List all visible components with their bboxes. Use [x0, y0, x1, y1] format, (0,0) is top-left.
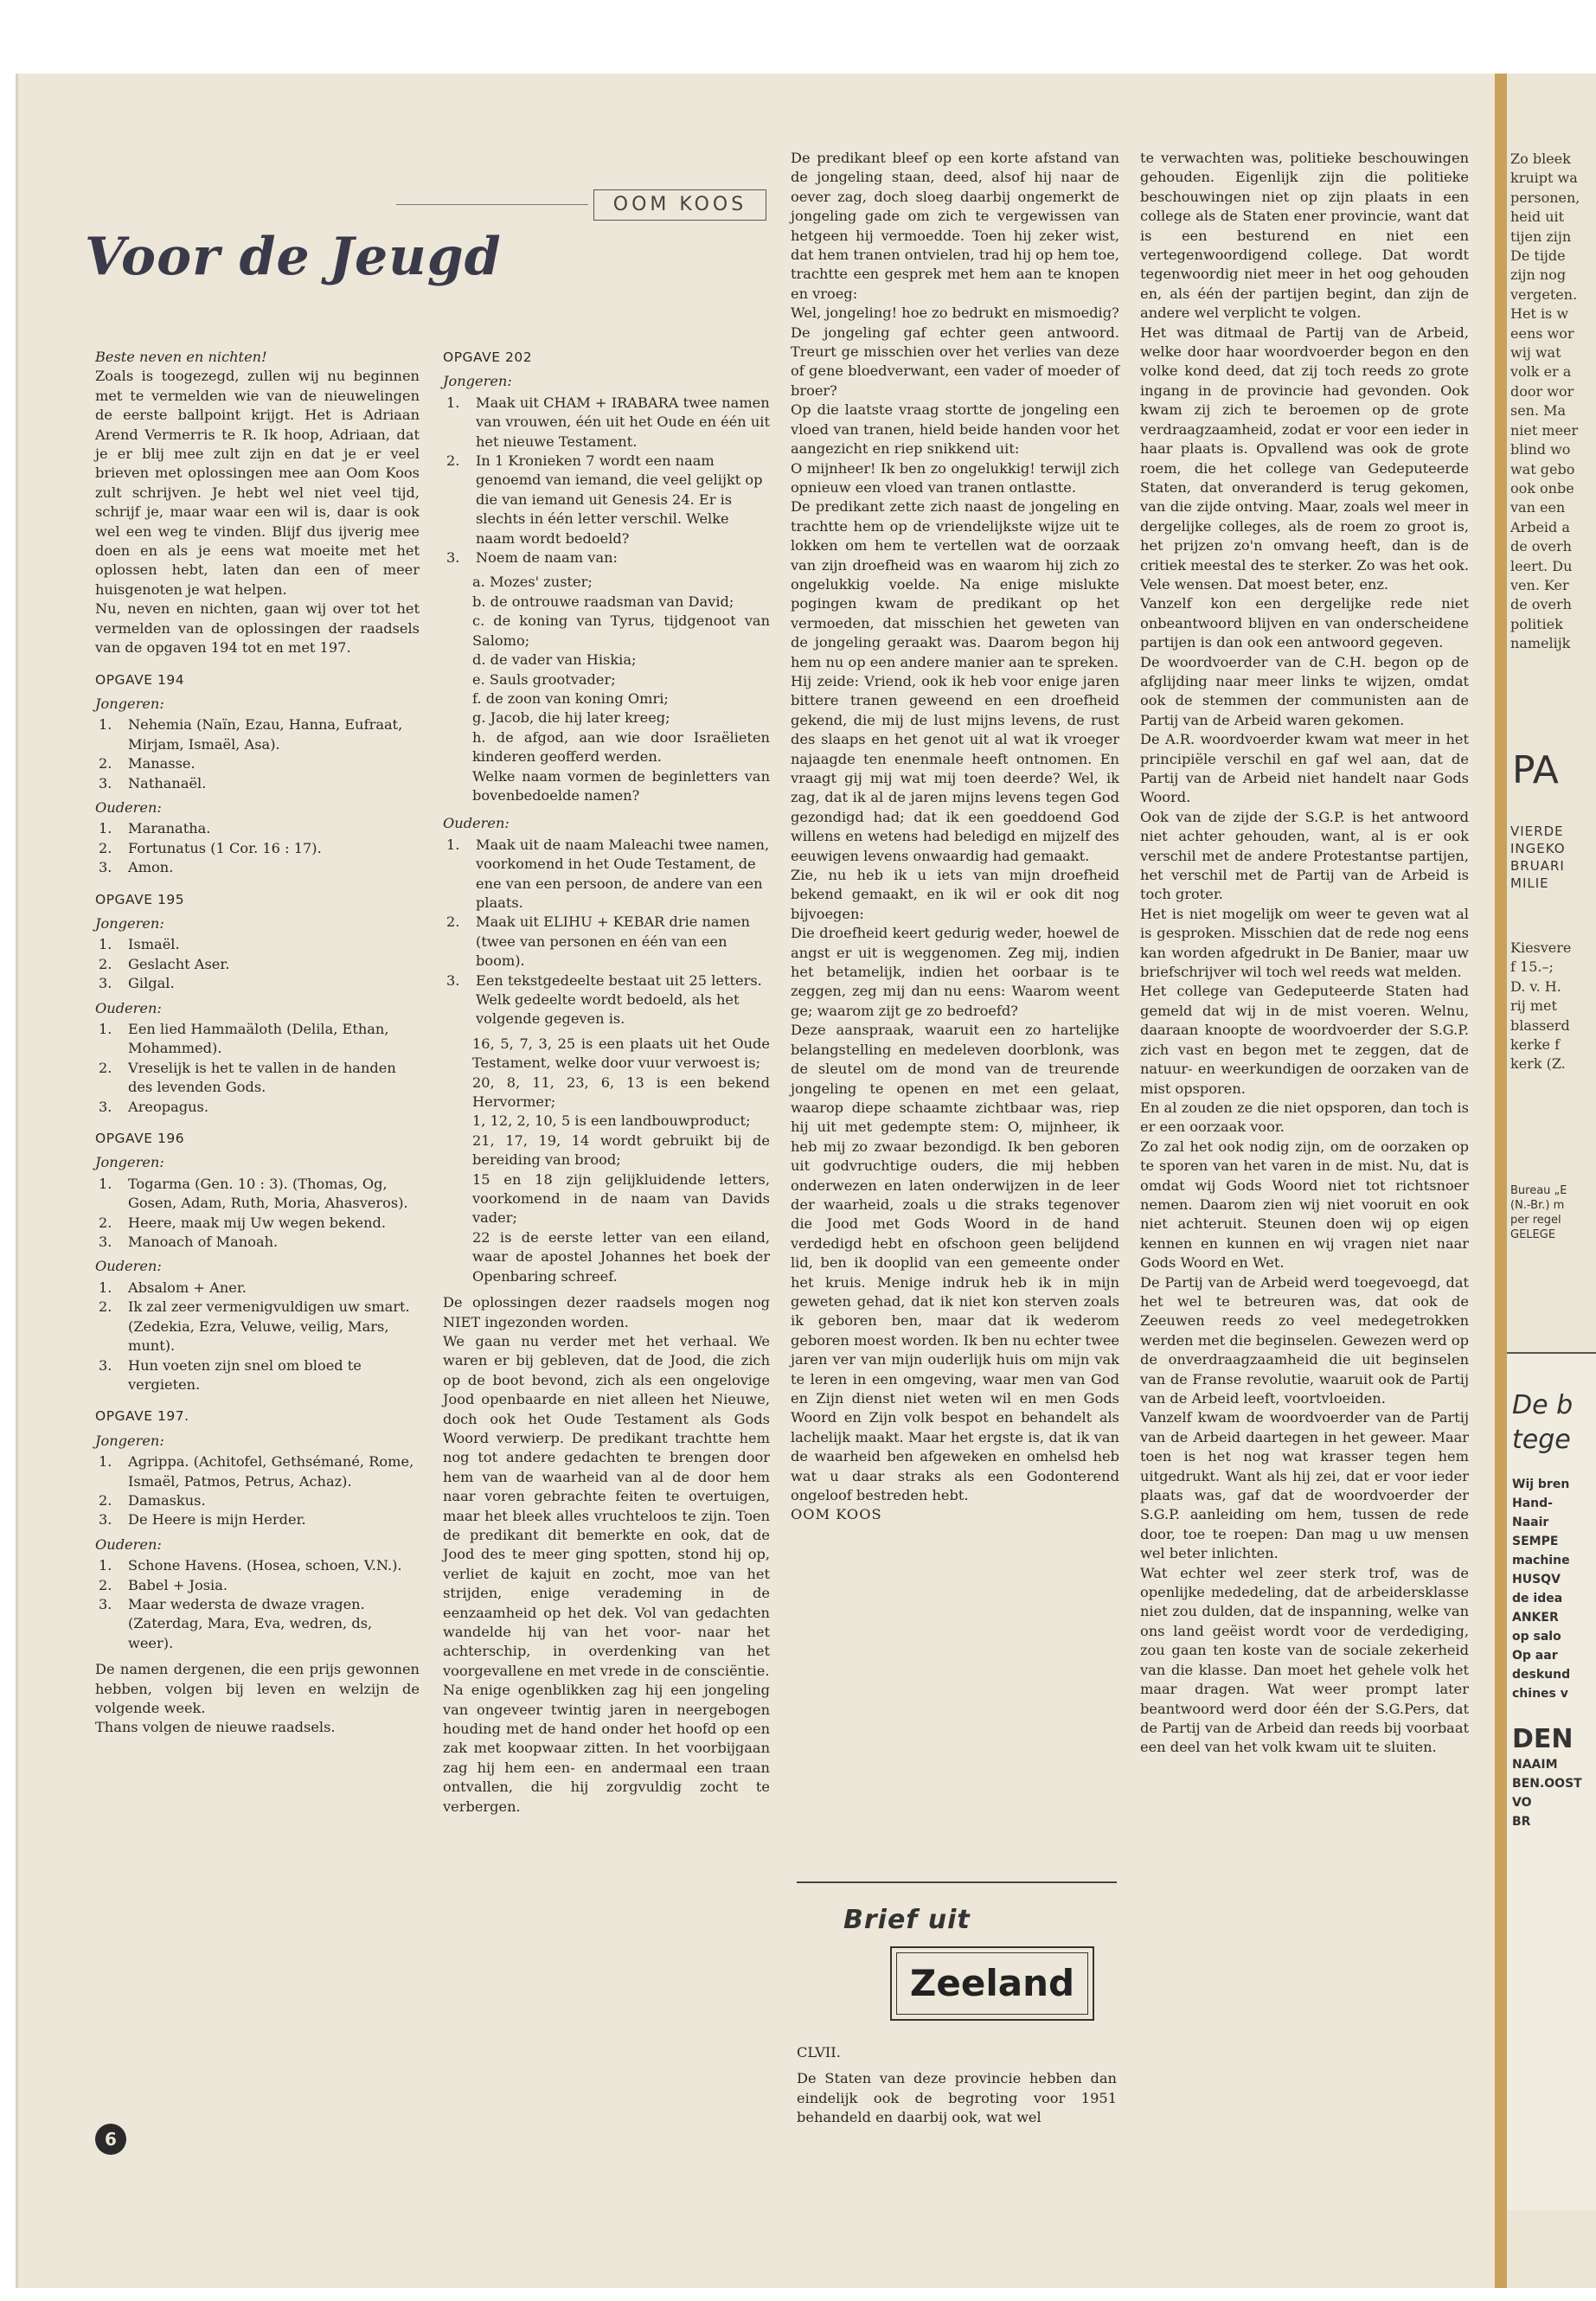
- adjacent-page-headline: PA: [1512, 748, 1559, 792]
- signature: OOM KOOS: [791, 1506, 882, 1523]
- letter-paragraph: De woordvoerder van de C.H. begon op de afglijding naar meer links te wijzen, omdat ook de stemmen der communisten aan de Partij van de Arbeid waren gekomen.: [1140, 653, 1469, 728]
- brief-uit-heading: Brief uit: [843, 1905, 971, 1935]
- item-number: 2.: [99, 955, 112, 972]
- bureau-line: GELEGE: [1510, 1228, 1556, 1241]
- intro-paragraph: Zoals is toogezegd, zullen wij nu beginnen met te vermelden wie van de nieuwelingen de eerste ballpoint krijgt. Het is Adriaan Arend Vermerris te R. Ik hoop, Adriaan, dat je er blij mee zult zijn en dat je er veel brieven met oplossingen mee aan Oom Koos zult schrijven. Je hebt wel niet veel tijd, schrijf je, maar waar een wil is, daar is ook wel een weg te vinden. Blijf dus ijverig mee doen en als je eens wat moeite met het oplossen hebt, laten dan een of meer huisgenoten je wat helpen.: [95, 368, 420, 598]
- solution-list: [95, 935, 420, 993]
- adjacent-page-list: [1510, 939, 1571, 1074]
- adjacent-page-notice: [1510, 823, 1566, 892]
- column-3-bottom: [797, 2043, 1117, 2128]
- zeeland-heading: Zeeland: [896, 1952, 1088, 2015]
- list-line: kerke f: [1510, 1036, 1560, 1054]
- closing-paragraph: De namen dergenen, die een prijs gewonnen hebben, volgen bij leven en welzijn de volgende week.: [95, 1661, 420, 1716]
- fragment-line: leert. Du: [1510, 557, 1573, 574]
- item-text: Manoach of Manoah.: [128, 1234, 279, 1251]
- solution-item: [95, 1175, 420, 1214]
- solution-item: [95, 1556, 420, 1575]
- letter-paragraph: Zo zal het ook nodig zijn, om de oorzaken op te sporen van het varen in de mist. Nu, dat is omdat wij Gods Woord niet tot richtsnoer nemen. Daarom zien wij niet vooruit en ook niet achteruit. Steunen doen wij op eigen kennen en kunnen en wij vragen niet naar Gods Woord en Wet.: [1140, 1138, 1469, 1272]
- fragment-line: wat gebo: [1510, 460, 1575, 478]
- column-1: [95, 348, 420, 1738]
- item-text: Maak uit de naam Maleachi twee namen, voorkomend in het Oude Testament, de ene van een persoon, de andere van een plaats.: [476, 836, 770, 911]
- story-continuation: [791, 149, 1119, 1505]
- fragment-line: sen. Ma: [1510, 402, 1567, 420]
- fragment-line: kruipt wa: [1510, 170, 1578, 187]
- section-divider: [797, 1881, 1117, 1883]
- puzzle-clue: 22 is de eerste letter van een eiland, waar de apostel Johannes het boek der Openbaring schreef.: [472, 1228, 770, 1285]
- story-paragraph: De predikant bleef op een korte afstand van de jongeling staan, deed, alsof hij naar de oever zag, doch sloeg daarbij ongemerkt de jongeling gade om zich te vergewissen van hetgeen hij vermoedde. Toen hij zeker wist, dat hem tranen ontvielen, trad hij op hem toe, trachtte een gesprek met hem aan te knopen en vroeg:: [791, 150, 1119, 302]
- adjacent-page-bureau: [1510, 1183, 1567, 1242]
- name-clue: d. de vader van Hiskia;: [472, 651, 637, 669]
- fragment-line: politiek: [1510, 615, 1563, 632]
- item-number: 1.: [99, 936, 112, 953]
- letter-opening: De Staten van deze provincie hebben dan eindelijk ook de begroting voor 1951 behandeld en daarbij ook, wat wel: [797, 2070, 1117, 2126]
- fragment-line: blind wo: [1510, 441, 1571, 458]
- solution-item: [95, 1595, 420, 1653]
- item-number: 3.: [446, 971, 460, 989]
- item-text: Maak uit CHAM + IRABARA twee namen van vrouwen, één uit het Oude en één uit het nieuwe Testament.: [476, 394, 770, 450]
- letter-paragraph: Het is niet mogelijk om weer te geven wat al is gesproken. Misschien dat de rede nog eens kan worden afgedrukt in De Banier, maar uw briefschrijver wil toch wel reeds wat melden.: [1140, 905, 1469, 981]
- item-number: 1.: [446, 394, 460, 411]
- ad-line: BEN.OOST: [1512, 1777, 1582, 1791]
- item-number: 1.: [99, 1175, 112, 1192]
- intro-paragraph-2: Nu, neven en nichten, gaan wij over tot het vermelden van de oplossingen der raadsels van de opgaven 194 tot en met 197.: [95, 600, 420, 657]
- name-clue: e. Sauls grootvader;: [472, 670, 616, 688]
- solution-list: [95, 1452, 420, 1530]
- letter-paragraph: te verwachten was, politieke beschouwingen gehouden. Eigenlijk zijn die politieke beschouwingen niet op zijn plaats in een college als de Staten ener provincie, want dat is een besturend en niet een vertegenwoordigend college. Dat wordt tegenwoordig niet meer in het oog gehouden en, als één der partijen begint, dan zijn de andere wel verplicht te volgen.: [1140, 150, 1469, 322]
- story-paragraph: De predikant zette zich naast de jongeling en trachtte hem op de vriendelijkste wijze uit te lokken om hem te vertellen wat de oorzaak van zijn droefheid was en waarom hij zich zo ongelukkig voelde. Na enige mislukte pogingen kwam de predikant op het vermoeden, dat misschien het geweten van de jongeling geraakt was. Daarom begon hij hem nu op een andere manier aan te spreken.: [791, 498, 1119, 670]
- item-number: 3.: [99, 859, 112, 876]
- fragment-line: de overh: [1510, 538, 1572, 555]
- solution-item: [95, 754, 420, 773]
- group-label: Ouderen:: [95, 1258, 162, 1275]
- fragment-line: niet meer: [1510, 421, 1579, 439]
- item-number: 3.: [99, 1098, 112, 1115]
- fragment-line: zijn nog: [1510, 266, 1567, 284]
- adjacent-page-edge: [1495, 74, 1596, 2288]
- fragment-line: personen,: [1510, 189, 1580, 206]
- item-number: 2.: [99, 1059, 112, 1076]
- item-text: Schone Havens. (Hosea, schoen, V.N.).: [128, 1557, 402, 1574]
- solution-list: [95, 715, 420, 793]
- name-clue: h. de afgod, aan wie door Israëlieten kinderen geofferd werden.: [472, 728, 770, 766]
- fragment-line: van een: [1510, 499, 1566, 516]
- opgave-202-heading: OPGAVE 202: [443, 349, 533, 365]
- item-number: 1.: [99, 1557, 112, 1574]
- salutation: Beste neven en nichten!: [95, 349, 267, 365]
- solution-item: [95, 1098, 420, 1117]
- list-line: blasserd: [1510, 1016, 1570, 1034]
- item-text: Gilgal.: [128, 975, 175, 992]
- item-text: Vreselijk is het te vallen in de handen des levenden Gods.: [128, 1059, 396, 1096]
- group-label: Jongeren:: [95, 1154, 164, 1171]
- zeeland-heading-box: [890, 1946, 1094, 2021]
- solution-item: [95, 1020, 420, 1059]
- sewing-machine-ad: [1507, 1352, 1596, 2210]
- solution-item: [95, 1452, 420, 1491]
- fragment-line: volk er a: [1510, 363, 1572, 381]
- item-number: 3.: [99, 975, 112, 992]
- name-clues: [443, 573, 770, 805]
- fragment-line: heid uit: [1510, 208, 1565, 226]
- solution-item: [95, 1233, 420, 1252]
- fragment-line: ven. Ker: [1510, 576, 1569, 593]
- ad-line: Op aar: [1512, 1649, 1558, 1663]
- item-text: Damaskus.: [128, 1491, 206, 1509]
- name-clue: b. de ontrouwe raadsman van David;: [472, 593, 734, 610]
- solution-list: [95, 1175, 420, 1253]
- story-paragraph: Hij zeide: Vriend, ook ik heb voor enige jaren bittere tranen geweend en een droefheid gekend, die mij de lust mijns levens, de rust des slaaps en het genot uit al wat ik vroeger najaagde ten enenmale heeft ontnomen. En vraagt gij mij wat mij toen deerde? Wel, ik zag, dat ik al de jaren mijns levens tegen God gezondigd had; dat ik een goeddoend God willens en wetens had beledigd en mijzelf des eeuwigen levens onwaardig had gemaakt.: [791, 672, 1119, 864]
- closing-paragraph-2: Thans volgen de nieuwe raadsels.: [95, 1719, 336, 1736]
- item-number: 2.: [446, 913, 460, 931]
- solution-item: [95, 839, 420, 858]
- fragment-line: vergeten.: [1510, 285, 1578, 303]
- solution-item: [95, 858, 420, 877]
- ad-line: Wij bren: [1512, 1477, 1570, 1491]
- opgave-heading: OPGAVE 196: [95, 1131, 185, 1147]
- ad-line: VO: [1512, 1796, 1532, 1810]
- item-number: 2.: [446, 452, 460, 470]
- notice-line: INGEKO: [1510, 841, 1566, 856]
- solution-item: [95, 1356, 420, 1395]
- item-number: 2.: [99, 1298, 112, 1316]
- solution-list: [95, 1279, 420, 1394]
- letter-paragraph: Het was ditmaal de Partij van de Arbeid, welke door haar woordvoerder begon en den volke kond deed, dat zij toch reeds zo grote ingang in de provincie had gevonden. Ook kwam zij zich te beroemen op de grote verdraagzaamheid, zodat er voor een ieder in haar plaats is. Opvallend was ook de grote roem, die het college van Gedeputeerde Staten, dat onveranderd is terug gekomen, van die zijde ontving. Maar, zoals wel meer in dergelijke colleges, als de roem zo groot is, het prijzen zo'n omvang heeft, dan is de critiek meestal des te sterker. Zo was het ook. Vele wensen. Dat moest beter, enz.: [1140, 324, 1469, 593]
- item-number: 3.: [99, 774, 112, 792]
- letter-paragraph: Vanzelf kwam de woordvoerder van de Partij van de Arbeid daartegen in het geweer. Maar toen is het nog wat krasser tegen hem uitgedrukt. Want als hij zei, dat er voor ieder plaats was, gaf dat de woordvoerder der S.G.P. aanleiding om hem, tussen de rede door, toe te roepen: Dan mag u uw mensen wel beter inlichten.: [1140, 1409, 1469, 1562]
- item-text: Amon.: [128, 859, 174, 876]
- notice-line: BRUARI: [1510, 858, 1565, 874]
- fragment-line: tijen zijn: [1510, 228, 1572, 245]
- item-number: 1.: [99, 820, 112, 837]
- ad-line: De b: [1512, 1390, 1574, 1420]
- opgave-heading: OPGAVE 194: [95, 671, 185, 688]
- item-text: Ik zal zeer vermenigvuldigen uw smart. (Zedekia, Ezra, Veluwe, veilig, Mars, munt).: [128, 1298, 410, 1355]
- fragment-line: namelijk: [1510, 635, 1571, 652]
- story-paragraph: O mijnheer! Ik ben zo ongelukkig! terwijl zich opnieuw een vloed van tranen ontlastte.: [791, 459, 1119, 496]
- bureau-line: (N.-Br.) m: [1510, 1199, 1565, 1212]
- page-number: 6: [95, 2124, 126, 2155]
- story-paragraph: Deze aanspraak, waaruit een zo hartelijke belangstelling en medeleven doorblonk, was de sleutel om de mond van de treurende jongeling te openen en met een gelaat, waarop diepe schaamte zichtbaar was, riep hij uit met gedempte stem: O, mijnheer, ik heb mij zo zwaar bezondigd. Ik ben geboren uit godvruchtige ouders, die mij hebben onderwezen en laten onderwijzen in de leer der waarheid, zoals u die straks tegenover die Jood met Gods Woord in de hand verdedigd hebt en ofschoon geen belijdend lid, ben ik dooplid van een gemeente onder het kruis. Menige indruk heb ik in mijn geweten gehad, dat ik niet kon sterven zoals ik geboren ben, maar dat ik wederom geboren moest worden. Ik ben nu echter twee jaren ver van mijn ouderlijk huis om mijn vak te leren in een omgeving, waar men van God en Zijn dienst niet weten wil en men Gods Woord en Zijn volk bespot en behandelt als lachelijk maakt. Maar het ergste is, dat ik van de waarheid ben afgeweken en omhelsd heb wat u daar straks als een Godonterend ongeloof bestreden hebt.: [791, 1022, 1119, 1504]
- ad-line: SEMPE: [1512, 1535, 1559, 1548]
- bureau-line: per regel: [1510, 1214, 1561, 1227]
- list-line: D. v. H.: [1510, 977, 1561, 995]
- ad-line: BR: [1512, 1815, 1531, 1829]
- item-text: Maak uit ELIHU + KEBAR drie namen (twee van personen en één van een boom).: [476, 913, 750, 970]
- solution-item: [95, 1279, 420, 1298]
- solution-item: [95, 1491, 420, 1510]
- item-number: 2.: [99, 755, 112, 772]
- item-text: Hun voeten zijn snel om bloed te vergieten.: [128, 1356, 362, 1393]
- letter-paragraph: De A.R. woordvoerder kwam wat meer in het principiële verschil en gaf wel aan, dat de Partij van de Arbeid niet handelt naar Gods Woord.: [1140, 731, 1469, 806]
- item-text: Heere, maak mij Uw wegen bekend.: [128, 1214, 387, 1231]
- fragment-line: Het is w: [1510, 305, 1569, 323]
- item-number: 3.: [99, 1511, 112, 1529]
- item-text: Babel + Josia.: [128, 1576, 228, 1593]
- fragment-line: de overh: [1510, 596, 1572, 613]
- notice-line: VIERDE: [1510, 824, 1564, 839]
- ad-text: [1512, 1388, 1582, 1831]
- ad-line: ANKER: [1512, 1611, 1559, 1625]
- item-text: Agrippa. (Achitofel, Gethsémané, Rome, Ismaël, Patmos, Petrus, Achaz).: [128, 1453, 414, 1490]
- page-title: Voor de Jeugd: [85, 227, 502, 287]
- ad-line: Naair: [1512, 1516, 1549, 1529]
- fragment-line: eens wor: [1510, 324, 1574, 342]
- fragment-line: ook onbe: [1510, 479, 1574, 497]
- item-number: 1.: [99, 1021, 112, 1037]
- solution-item: [95, 935, 420, 954]
- ouderen-label: Ouderen:: [443, 815, 510, 832]
- solution-item: [95, 1214, 420, 1233]
- ad-line: Hand-: [1512, 1497, 1553, 1510]
- item-number: 1.: [446, 836, 460, 853]
- ad-line: DEN: [1512, 1724, 1574, 1754]
- ad-line: HUSQV: [1512, 1573, 1561, 1586]
- name-clue: g. Jacob, die hij later kreeg;: [472, 709, 670, 727]
- item-text: Nathanaël.: [128, 774, 207, 792]
- item-text: Ismaël.: [128, 936, 180, 953]
- puzzle-clue: 1, 12, 2, 10, 5 is een landbouwproduct;: [472, 1112, 751, 1130]
- solution-item: [95, 715, 420, 754]
- column-3: [791, 149, 1119, 1525]
- story-paragraph: De jongeling gaf echter geen antwoord. Treurt ge misschien over het verlies van deze of gene bloedverwant, een vader of moeder of broer?: [791, 324, 1119, 399]
- fragment-line: Zo bleek: [1510, 151, 1571, 167]
- solution-item: [95, 1298, 420, 1356]
- question-item: [443, 394, 770, 452]
- question-item: [443, 548, 770, 567]
- ad-line: machine: [1512, 1554, 1570, 1567]
- letter-paragraph: De Partij van de Arbeid werd toegevoegd, dat het wel te betreuren was, dat ook de Zeeuwen reeds zo veel medegetrokken werden met die beginselen. Gewezen werd op de onverdraagzaamheid die uit beginselen van de Franse revolutie, waaruit ook de Partij van de Arbeid leeft, voortvloeiden.: [1140, 1273, 1469, 1407]
- question-item: [443, 452, 770, 548]
- story-paragraph: Wel, jongeling! hoe zo bedrukt en mismoedig?: [791, 304, 1119, 322]
- letter-number: CLVII.: [797, 2044, 841, 2061]
- list-line: Kiesvere: [1510, 939, 1572, 956]
- group-label: Ouderen:: [95, 798, 162, 816]
- item-number: 3.: [446, 549, 460, 567]
- story-paragraph: We gaan nu verder met het verhaal. We waren er bij gebleven, dat de Jood, die zich op de boot bevond, zich als een ongelovige Jood openbaarde en niet alleen het Nieuwe, doch ook het Oude Testament als Gods Woord verwierp. De predikant trachtte hem nog tot andere gedachten te brengen door hem van de waarheid van al de door hem naar voren gebrachte feiten te overtuigen, maar het bleek alles vruchteloos te zijn. Toen de predikant dit bemerkte en ook, dat de Jood des te meer ging spotten, stond hij op, verliet de kajuit en zocht, moe van het strijden, enige verademing in de eenzaamheid op het dek. Vol van gedachten wandelde hij van het voor- naar het achterschip, in overdenking van het voorgevallene en met vrede in de consciëntie.: [443, 1332, 770, 1679]
- ad-line: chines v: [1512, 1687, 1568, 1701]
- fragment-line: Arbeid a: [1510, 518, 1570, 535]
- puzzle-clue: 21, 17, 19, 14 wordt gebruikt bij de bereiding van brood;: [472, 1131, 770, 1169]
- name-clue: f. de zoon van koning Omri;: [472, 689, 669, 707]
- solutions-list: [95, 670, 420, 1654]
- item-text: Togarma (Gen. 10 : 3). (Thomas, Og, Gosen, Adam, Ruth, Moria, Ahasveros).: [128, 1175, 408, 1212]
- item-text: In 1 Kronieken 7 wordt een naam genoemd van iemand, die veel gelijkt op die van iemand uit Genesis 24. Er is slechts in één letter verschil. Welke naam wordt bedoeld?: [476, 452, 763, 547]
- item-text: Nehemia (Naïn, Ezau, Hanna, Eufraat, Mirjam, Ismaël, Asa).: [128, 716, 403, 753]
- letter-paragraph: Ook van de zijde der S.G.P. is het antwoord niet achter gehouden, want, al is er ook verschil met de andere Protestantse partijen, het verschil met de Partij van de Arbeid is toch groter.: [1140, 808, 1469, 903]
- name-clue: c. de koning van Tyrus, tijdgenoot van Salomo;: [472, 612, 770, 649]
- item-number: 2.: [99, 1491, 112, 1509]
- opgave-heading: OPGAVE 195: [95, 891, 185, 907]
- item-text: Maar wedersta de dwaze vragen. (Zaterdag, Mara, Eva, wedren, ds, weer).: [128, 1595, 373, 1651]
- item-text: Een lied Hammaäloth (Delila, Ethan, Mohammed).: [128, 1021, 389, 1057]
- letter-puzzle-clues: [443, 1035, 770, 1286]
- solution-item: [95, 774, 420, 793]
- item-number: 2.: [99, 1214, 112, 1231]
- group-label: Jongeren:: [95, 1432, 164, 1449]
- ad-line: de idea: [1512, 1592, 1563, 1606]
- item-number: 2.: [99, 839, 112, 856]
- item-text: De Heere is mijn Herder.: [128, 1511, 306, 1529]
- solution-item: [95, 1059, 420, 1098]
- item-text: Areopagus.: [128, 1098, 209, 1115]
- fragment-line: door wor: [1510, 382, 1574, 400]
- ad-line: op salo: [1512, 1630, 1561, 1644]
- jongeren-label: Jongeren:: [443, 373, 512, 390]
- jongeren-questions: [443, 394, 770, 568]
- item-number: 1.: [99, 1279, 112, 1296]
- letter-paragraph: Het college van Gedeputeerde Staten had gemeld dat wij in de mist voeren. Welnu, daaraan knoopte de woordvoerder der S.G.P. zich vast en begon met te zeggen, dat de natuur- en weerkundigen de oorzaken van de mist opsporen.: [1140, 983, 1469, 1097]
- name-clue: a. Mozes' zuster;: [472, 574, 593, 591]
- notice-line: MILIE: [1510, 875, 1549, 891]
- ad-line: deskund: [1512, 1668, 1571, 1682]
- question-item: [443, 913, 770, 971]
- item-number: 3.: [99, 1356, 112, 1374]
- bureau-line: Bureau „E: [1510, 1184, 1567, 1197]
- story-paragraph: Op die laatste vraag stortte de jongeling een vloed van tranen, hield beide handen voor het aangezicht en riep snikkend uit:: [791, 401, 1119, 458]
- submission-note: De oplossingen dezer raadsels mogen nog NIET ingezonden worden.: [443, 1294, 770, 1330]
- puzzle-clue: 20, 8, 11, 23, 6, 13 is een bekend Hervormer;: [472, 1074, 770, 1111]
- solution-item: [95, 819, 420, 838]
- group-label: Ouderen:: [95, 999, 162, 1016]
- letter-paragraph: Wat echter wel zeer sterk trof, was de openlijke mededeling, dat de arbeidersklasse niet zou dulden, dat de inspanning, welke van ons land geëist wordt voor de verdediging, zou gaan ten koste van de sociale zekerheid van die klasse. Dan moet het gehele volk het maar dragen. Wat weer prompt later beantwoord werd door één der S.G.Pers, dat de Partij van de Arbeid dan reeds bij voorbaat een deel van het volk kwam uit te sluiten.: [1140, 1564, 1469, 1756]
- name-clue: Welke naam vormen de beginletters van bovenbedoelde namen?: [472, 767, 770, 804]
- item-number: 1.: [99, 1453, 112, 1471]
- puzzle-clue: 16, 5, 7, 3, 25 is een plaats uit het Oude Testament, welke door vuur verwoest is;: [472, 1035, 770, 1072]
- column-2: [443, 348, 770, 1817]
- question-item: [443, 971, 770, 1029]
- opgave-heading: OPGAVE 197.: [95, 1408, 189, 1425]
- column-4: [1140, 149, 1469, 1758]
- puzzle-clue: 15 en 18 zijn gelijkluidende letters, voorkomend in de naam van Davids vader;: [472, 1170, 770, 1227]
- ad-line: tege: [1512, 1425, 1571, 1455]
- solution-item: [95, 1510, 420, 1529]
- header-rule: [396, 204, 588, 205]
- item-text: Noem de naam van:: [476, 549, 618, 567]
- story-paragraph-2: Na enige ogenblikken zag hij een jongeling van ongeveer twintig jaren in neergebogen houding met de hand onder het hoofd op een zak met koopwaar zitten. In het voorbijgaan zag hij hem een- en andermaal een traan ontvallen, die hij zorgvuldig zocht te verbergen.: [443, 1682, 770, 1815]
- item-number: 3.: [99, 1234, 112, 1251]
- item-number: 1.: [99, 716, 112, 734]
- solution-item: [95, 1576, 420, 1595]
- item-text: Manasse.: [128, 755, 195, 772]
- author-box: OOM KOOS: [593, 189, 766, 221]
- ouderen-questions: [443, 836, 770, 1029]
- list-line: kerk (Z.: [1510, 1055, 1566, 1073]
- story-paragraph: Die droefheid keert gedurig weder, hoewel de angst er uit is weggenomen. Zeg mij, indien het betamelijk, indien het oorbaar is te zeggen, zeg mij dan nu eens: Waarom weent ge; waarom zijt ge zo bedroefd?: [791, 925, 1119, 1019]
- item-text: Maranatha.: [128, 820, 211, 837]
- letter-paragraph: En al zouden ze die niet opsporen, dan toch is er een oorzaak voor.: [1140, 1099, 1469, 1136]
- fragment-line: De tijde: [1510, 247, 1566, 265]
- item-text: Geslacht Aser.: [128, 955, 230, 972]
- solution-item: [95, 955, 420, 974]
- list-line: f 15.–;: [1510, 958, 1554, 976]
- solution-list: [95, 1020, 420, 1117]
- item-text: Een tekstgedeelte bestaat uit 25 letters. Welk gedeelte wordt bedoeld, als het volgende gegeven is.: [476, 971, 762, 1028]
- item-text: Absalom + Aner.: [128, 1279, 247, 1296]
- fragment-line: wij wat: [1510, 344, 1561, 362]
- item-text: Fortunatus (1 Cor. 16 : 17).: [128, 839, 322, 856]
- list-line: rij met: [1510, 997, 1557, 1015]
- letter-paragraph: Vanzelf kon een dergelijke rede niet onbeantwoord blijven en van onderscheidene partijen is dan ook een antwoord gegeven.: [1140, 595, 1469, 651]
- story-paragraph: Zie, nu heb ik u iets van mijn droefheid bekend gemaakt, en ik wil er ook dit nog bijvoegen:: [791, 867, 1119, 922]
- group-label: Jongeren:: [95, 914, 164, 932]
- item-number: 3.: [99, 1595, 112, 1612]
- group-label: Jongeren:: [95, 695, 164, 712]
- solution-list: [95, 819, 420, 877]
- question-item: [443, 836, 770, 913]
- solution-list: [95, 1556, 420, 1653]
- solution-item: [95, 974, 420, 993]
- item-number: 2.: [99, 1576, 112, 1593]
- group-label: Ouderen:: [95, 1535, 162, 1553]
- ad-line: NAAIM: [1512, 1758, 1558, 1772]
- adjacent-page-text: [1510, 150, 1580, 654]
